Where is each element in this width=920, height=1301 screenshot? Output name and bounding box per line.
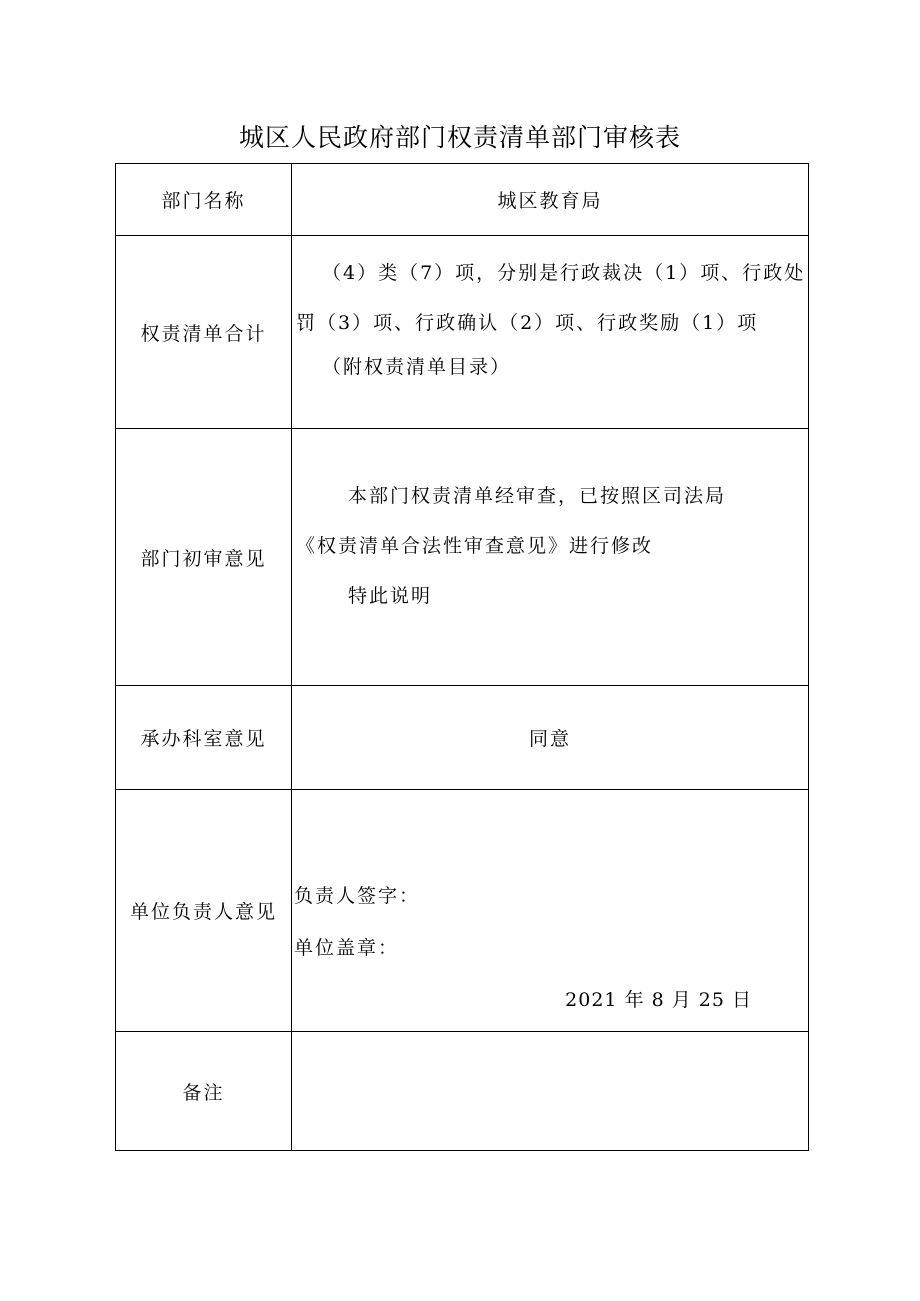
responsibility-attachment: （附权责清单目录） xyxy=(322,356,512,378)
leader-opinion-cell xyxy=(292,790,809,1032)
initial-review-paragraph-2: 《权责清单合法性审查意见》进行修改 xyxy=(296,535,654,557)
initial-review-closing: 特此说明 xyxy=(348,585,433,607)
unit-seal-label: 单位盖章： xyxy=(294,937,400,959)
row-leader-opinion xyxy=(116,790,809,1032)
responsibility-summary: （4）类（7）项，分别是行政裁决（1）项、行政处罚（3）项、行政确认（2）项、行政奖励（1）项 xyxy=(296,262,806,334)
remarks-label: 备注 xyxy=(116,1032,292,1151)
leader-signature-label: 负责人签字： xyxy=(294,885,421,907)
initial-review-paragraph-1: 本部门权责清单经审查，已按照区司法局 xyxy=(348,485,727,507)
initial-review-cell xyxy=(292,429,809,686)
responsibility-total-cell xyxy=(292,236,809,429)
dept-name-label: 部门名称 xyxy=(116,164,292,236)
office-opinion-label: 承办科室意见 xyxy=(116,686,292,790)
row-office-opinion xyxy=(116,686,809,790)
initial-review-label: 部门初审意见 xyxy=(116,429,292,686)
document-title: 城区人民政府部门权责清单部门审核表 xyxy=(238,123,681,152)
row-remarks xyxy=(116,1032,809,1151)
row-dept-name xyxy=(116,164,809,236)
office-opinion-value: 同意 xyxy=(292,686,809,790)
responsibility-total-label: 权责清单合计 xyxy=(116,236,292,429)
review-table xyxy=(115,163,809,1151)
row-initial-review xyxy=(116,429,809,686)
dept-name-value: 城区教育局 xyxy=(292,164,809,236)
review-date: 2021 年 8 月 25 日 xyxy=(565,989,752,1011)
leader-opinion-label: 单位负责人意见 xyxy=(116,790,292,1032)
remarks-value xyxy=(292,1032,809,1151)
row-responsibility-total xyxy=(116,236,809,429)
